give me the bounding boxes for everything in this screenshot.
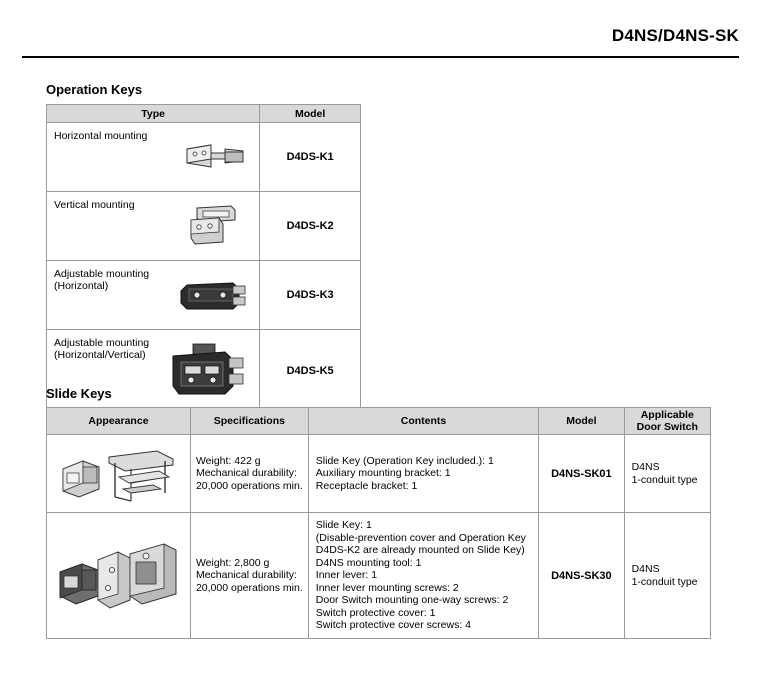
table-header-row	[47, 408, 711, 435]
operation-key-model: D4DS-K3	[260, 261, 361, 330]
operation-key-type-cell	[47, 192, 260, 261]
slide-key-specifications	[190, 513, 308, 639]
applicable-line: D4NS	[631, 461, 660, 473]
contents-line: Inner lever mounting screws: 2	[315, 581, 459, 594]
slide-key-applicable-door-switch	[624, 513, 710, 639]
contents-line: Slide Key: 1	[315, 519, 372, 532]
contents-line: D4DS-K2 are already mounted on Slide Key)	[315, 544, 525, 557]
column-header-type: Type	[47, 105, 260, 123]
operation-key-type-label	[54, 337, 149, 361]
table-header-row	[47, 105, 361, 123]
operation-key-type-line2: (Horizontal)	[54, 280, 109, 292]
operation-key-type-cell	[47, 123, 260, 192]
operation-key-type-label: Vertical mounting	[54, 199, 135, 211]
slide-key-appearance-cell	[47, 435, 191, 513]
operation-key-type-line2: (Horizontal/Vertical)	[54, 349, 146, 361]
applicable-line: 1-conduit type	[631, 575, 698, 588]
spec-line: Weight: 2,800 g	[195, 556, 270, 569]
table-row	[47, 261, 361, 330]
header-divider	[22, 56, 739, 58]
spec-line: 20,000 operations min.	[195, 581, 303, 594]
spec-line: Mechanical durability:	[195, 569, 297, 582]
slide-key-model: D4NS-SK30	[539, 513, 624, 639]
table-row	[47, 123, 361, 192]
column-header-model: Model	[260, 105, 361, 123]
contents-line: (Disable-prevention cover and Operation Key	[315, 531, 526, 544]
operation-key-type-label	[54, 268, 149, 292]
section-title-operation-keys: Operation Keys	[46, 82, 143, 97]
slide-key-sk01-icon	[53, 443, 183, 505]
slide-key-model: D4NS-SK01	[539, 435, 624, 513]
operation-key-type-cell	[47, 261, 260, 330]
section-title-slide-keys: Slide Keys	[46, 386, 112, 401]
contents-line: Switch protective cover screws: 4	[315, 619, 471, 632]
column-header-applicable-door-switch	[624, 408, 710, 435]
column-header-model: Model	[539, 408, 624, 435]
operation-key-type-line1: Adjustable mounting	[54, 337, 150, 349]
table-row	[47, 435, 711, 513]
spec-line: Mechanical durability:	[195, 467, 297, 480]
column-header-applicable-line1: Applicable	[640, 409, 694, 421]
key-horizontal-icon	[181, 137, 251, 177]
operation-keys-table	[46, 104, 361, 412]
contents-line: Auxiliary mounting bracket: 1	[315, 467, 451, 480]
applicable-line: D4NS	[631, 563, 660, 575]
operation-key-model: D4DS-K5	[260, 330, 361, 412]
spec-line: 20,000 operations min.	[195, 479, 303, 492]
operation-key-type-line1: Adjustable mounting	[54, 268, 150, 280]
contents-line: Inner lever: 1	[315, 569, 378, 582]
contents-line: Slide Key (Operation Key included.): 1	[315, 454, 494, 467]
slide-key-applicable-door-switch	[624, 435, 710, 513]
key-adjustable-h-icon	[173, 273, 251, 317]
contents-line: Door Switch mounting one-way screws: 2	[315, 594, 509, 607]
operation-key-model: D4DS-K2	[260, 192, 361, 261]
slide-key-appearance-cell	[47, 513, 191, 639]
slide-key-contents	[308, 513, 538, 639]
operation-key-model: D4DS-K1	[260, 123, 361, 192]
contents-line: D4NS mounting tool: 1	[315, 556, 422, 569]
operation-key-type-label: Horizontal mounting	[54, 130, 148, 142]
column-header-contents: Contents	[308, 408, 538, 435]
slide-key-specifications	[190, 435, 308, 513]
column-header-appearance: Appearance	[47, 408, 191, 435]
table-row	[47, 513, 711, 639]
applicable-line: 1-conduit type	[631, 473, 698, 486]
slide-key-contents	[308, 435, 538, 513]
column-header-applicable-line2: Door Switch	[636, 421, 698, 433]
key-vertical-icon	[179, 202, 251, 250]
contents-line: Receptacle bracket: 1	[315, 479, 418, 492]
table-row	[47, 192, 361, 261]
column-header-specifications: Specifications	[190, 408, 308, 435]
slide-keys-table	[46, 407, 711, 639]
spec-line: Weight: 422 g	[195, 454, 261, 467]
slide-key-sk30-icon	[52, 538, 184, 614]
contents-line: Switch protective cover: 1	[315, 606, 436, 619]
key-adjustable-hv-icon	[163, 340, 251, 402]
page-title: D4NS/D4NS-SK	[611, 26, 739, 45]
